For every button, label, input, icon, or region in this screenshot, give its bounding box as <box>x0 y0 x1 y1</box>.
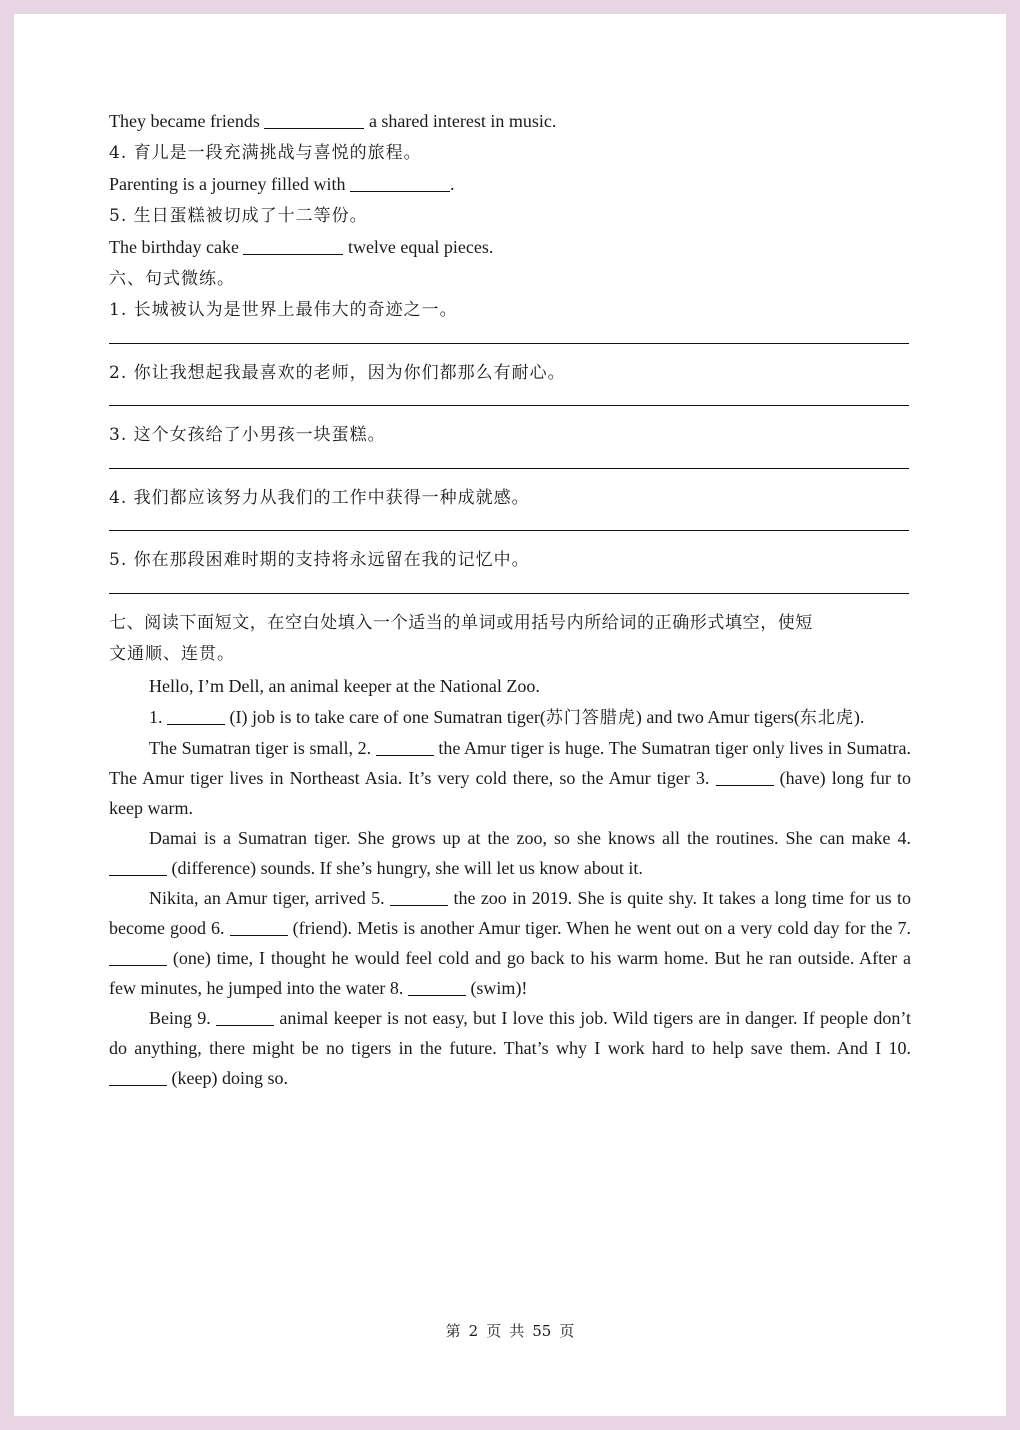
part6-item-5: 5. 你在那段困难时期的支持将永远留在我的记忆中。 <box>109 550 530 570</box>
answer-blank-7[interactable] <box>109 947 167 966</box>
answer-blank[interactable] <box>243 236 343 255</box>
document-page <box>14 14 1006 1416</box>
passage-paragraph-5: Being 9. animal keeper is not easy, but I love this job. Wild tigers are in danger. If people don’t do anything, there might be no tigers in the future. That’s why I work hard to help save them. And I 10. (keep) doing so. <box>109 1008 912 1088</box>
part7-heading-line2: 文通顺、连贯。 <box>109 644 235 664</box>
part5-q3-english: They became friends a shared interest in music. <box>109 111 557 131</box>
passage-paragraph-4: Nikita, an Amur tiger, arrived 5. the zoo in 2019. She is quite shy. It takes a long time for us to become good 6. (friend). Metis is another Amur tiger. When he went out on a very cold day for the 7. (one) time, I thought he would feel cold and go back to his warm home. But he ran outside. After a few minutes, he jumped into the water 8. (swim)! <box>109 888 912 998</box>
answer-blank-8[interactable] <box>408 977 466 996</box>
passage-paragraph-1: 1. (I) job is to take care of one Sumatran tiger(苏门答腊虎) and two Amur tigers(东北虎). <box>149 707 865 728</box>
answer-blank-9[interactable] <box>216 1007 274 1026</box>
part6-item-1: 1. 长城被认为是世界上最伟大的奇迹之一。 <box>109 300 458 320</box>
answer-blank-6[interactable] <box>230 917 288 936</box>
part5-q5-chinese: 5. 生日蛋糕被切成了十二等份。 <box>109 205 368 226</box>
part6-item-4: 4. 我们都应该努力从我们的工作中获得一种成就感。 <box>109 487 530 508</box>
answer-blank-5[interactable] <box>390 887 448 906</box>
page-number-footer: 第 2 页 共 55 页 <box>445 1322 575 1340</box>
part7-heading-line1: 七、阅读下面短文，在空白处填入一个适当的单词或用括号内所给词的正确形式填空，使短 <box>109 612 813 633</box>
part5-q4-chinese: 4. 育儿是一段充满挑战与喜悦的旅程。 <box>109 142 422 163</box>
answer-writing-line[interactable] <box>109 467 909 469</box>
answer-blank[interactable] <box>264 110 364 129</box>
part6-heading: 六、句式微练。 <box>109 268 235 289</box>
answer-blank[interactable] <box>350 173 450 192</box>
answer-blank-2[interactable] <box>376 737 434 756</box>
passage-intro: Hello, I’m Dell, an animal keeper at the National Zoo. <box>149 675 540 696</box>
answer-blank-4[interactable] <box>109 857 167 876</box>
part5-q4-english: Parenting is a journey filled with . <box>109 174 455 194</box>
answer-blank-10[interactable] <box>109 1067 167 1086</box>
passage-paragraph-3: Damai is a Sumatran tiger. She grows up at the zoo, so she knows all the routines. She can make 4. (difference) sounds. If she’s hungry, she will let us know about it. <box>109 823 911 883</box>
answer-writing-line[interactable] <box>109 529 909 531</box>
answer-writing-line[interactable] <box>109 404 909 406</box>
answer-writing-line[interactable] <box>109 342 909 344</box>
part6-item-2: 2. 你让我想起我最喜欢的老师，因为你们都那么有耐心。 <box>109 362 566 383</box>
passage-paragraph-2: The Sumatran tiger is small, 2. the Amur tiger is huge. The Sumatran tiger only lives in Sumatra. The Amur tiger lives in Northeast Asia. It’s very cold there, so the Amur tiger 3. (have) long fur to keep warm. <box>109 738 911 818</box>
answer-blank-3[interactable] <box>716 767 774 786</box>
answer-blank-1[interactable] <box>167 706 225 725</box>
part5-q5-english: The birthday cake twelve equal pieces. <box>109 237 494 257</box>
answer-writing-line[interactable] <box>109 592 909 594</box>
page-content <box>109 106 911 1093</box>
part6-item-3: 3. 这个女孩给了小男孩一块蛋糕。 <box>109 425 386 445</box>
